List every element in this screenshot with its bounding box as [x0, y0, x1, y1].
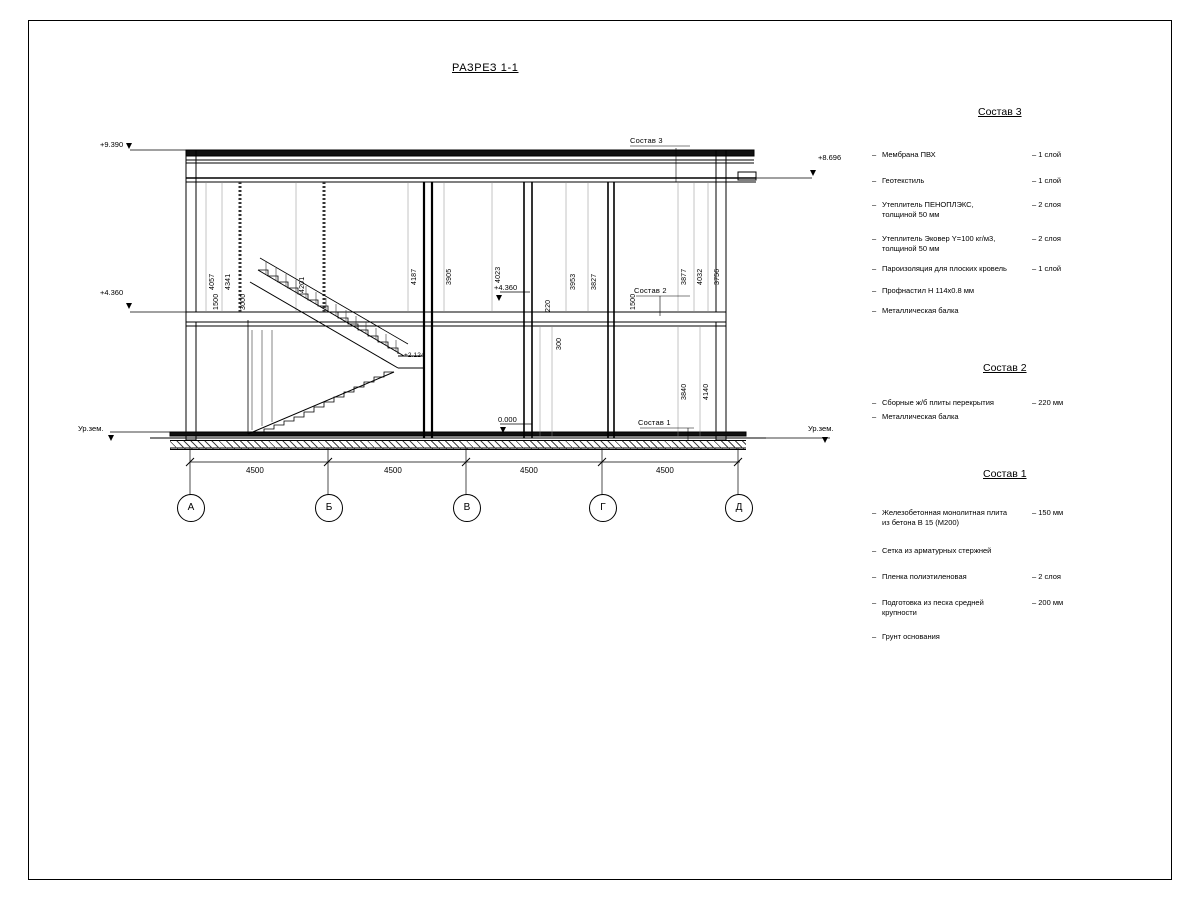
vdim-4201: 4201: [299, 276, 306, 293]
spec3-item-2-value: – 2 слоя: [1032, 200, 1061, 209]
callout-sostav2: Состав 2: [634, 286, 667, 295]
spec3-item-6-text: Металлическая балка: [882, 306, 959, 315]
spec3-item-3-text: Утеплитель Эковер Y=100 кг/м3,: [882, 234, 996, 243]
level-arrow-ground-right: [822, 437, 828, 443]
spec2-item-1-text: Металлическая балка: [882, 412, 959, 421]
spec3-item-0-value: – 1 слой: [1032, 150, 1062, 159]
vdim-300: 300: [556, 337, 563, 350]
vdim-3840: 3840: [681, 383, 688, 400]
axis-bubble-b: Б: [315, 494, 343, 522]
level-mark-0000: 0.000: [498, 415, 517, 424]
spec3-item-2-text: Утеплитель ПЕНОПЛЭКС,: [882, 200, 974, 209]
spec3-title: Состав 3: [978, 106, 1022, 118]
vdim-4140: 4140: [703, 383, 710, 400]
level-mark-4360-inner: +4.360: [494, 283, 518, 292]
spec1-item-3-text: Подготовка из песка средней: [882, 598, 984, 607]
spec3-item-3-text2: толщиной 50 мм: [882, 244, 940, 253]
vdim-4341: 4341: [225, 273, 232, 290]
level-mark-9390: +9.390: [100, 140, 124, 149]
spec1-item-4-text: Грунт основания: [882, 632, 940, 641]
drawing-sheet: РАЗРЕЗ 1-1 Состав 3 Состав 2 Состав 1 +9.390 +8.696 +4.360 +4.360 0.000 Ур.зем. Ур.зем. +2.124 4057 4341 1500 3000 4201 4187 3905 4023 220 300 3953 3827 1500 3877 4032 3756 3840 4140 4500 4500 4500 4500 А Б В Г Д Состав 3 – Мембрана ПВХ – 1 слой – Геотекстиль – 1 слой – Утеплитель ПЕНОПЛЭКС, – 2 слоя толщиной 50 мм – Утеплитель Эковер Y=100 кг/м3, – 2 слоя толщиной 50 мм – Пароизоляция для плоских кровель – 1 слой – Профнастил Н 114х0.8 мм – Металлическая балка Состав 2 – Сборные ж/б плиты перекрытия – 220 мм – Металлическая балка Состав 1 – Железобетонная монолитная плита – 150 мм из бетона В 15 (М200) – Сетка из арматурных стержней – Пленка полиэтиленовая – 2 слоя – Подготовка из песка средней – 200 мм крупности – Грунт основания: [0, 0, 1200, 900]
spec1-item-0-value: – 150 мм: [1032, 508, 1064, 517]
vdim-4187: 4187: [411, 268, 418, 285]
hdim-1: 4500: [246, 466, 264, 475]
spec1-item-0-text2: из бетона В 15 (М200): [882, 518, 960, 527]
vdim-4057: 4057: [209, 273, 216, 290]
vdim-1500: 1500: [213, 293, 220, 310]
vdim-220: 220: [545, 299, 552, 312]
vdim-3953: 3953: [570, 273, 577, 290]
spec3-item-5-text: Профнастил Н 114х0.8 мм: [882, 286, 975, 295]
hdim-2: 4500: [384, 466, 402, 475]
level-arrow-ground-left: [108, 435, 114, 441]
level-mark-4360-left: +4.360: [100, 288, 124, 297]
vdim-3827: 3827: [591, 273, 598, 290]
level-mark-ground-right: Ур.зем.: [808, 424, 834, 433]
spec2-item-0-value: – 220 мм: [1032, 398, 1064, 407]
callout-sostav1: Состав 1: [638, 418, 671, 427]
level-arrow-9390: [126, 143, 132, 149]
axis-bubble-d: Д: [725, 494, 753, 522]
spec3-item-1-value: – 1 слой: [1032, 176, 1062, 185]
level-mark-stair-landing: +2.124: [404, 352, 425, 359]
spec1-item-1-text: Сетка из арматурных стержней: [882, 546, 992, 555]
foundation-hatch: [170, 440, 746, 450]
axis-bubble-v: В: [453, 494, 481, 522]
spec1-item-0-text: Железобетонная монолитная плита: [882, 508, 1008, 517]
callout-sostav3: Состав 3: [630, 136, 663, 145]
level-arrow-4360-left: [126, 303, 132, 309]
spec1-title: Состав 1: [983, 468, 1027, 480]
spec3-item-4-value: – 1 слой: [1032, 264, 1062, 273]
spec1-item-3-text2: крупности: [882, 608, 917, 617]
spec1-item-3-value: – 200 мм: [1032, 598, 1064, 607]
hdim-4: 4500: [656, 466, 674, 475]
spec3-item-4-text: Пароизоляция для плоских кровель: [882, 264, 1007, 273]
level-arrow-0000: [500, 427, 506, 433]
vdim-1500b: 1500: [630, 293, 637, 310]
level-arrow-4360-inner: [496, 295, 502, 301]
vdim-4023: 4023: [495, 266, 502, 283]
vdim-3905: 3905: [446, 268, 453, 285]
spec3-item-1-text: Геотекстиль: [882, 176, 925, 185]
axis-bubble-a: А: [177, 494, 205, 522]
spec2-item-0-text: Сборные ж/б плиты перекрытия: [882, 398, 994, 407]
spec1-item-2-text: Пленка полиэтиленовая: [882, 572, 967, 581]
drawing-title: РАЗРЕЗ 1-1: [452, 62, 519, 74]
level-mark-ground-left: Ур.зем.: [78, 424, 104, 433]
level-mark-8696: +8.696: [818, 153, 842, 162]
spec1-item-2-value: – 2 слоя: [1032, 572, 1061, 581]
axis-bubble-g: Г: [589, 494, 617, 522]
vdim-4032: 4032: [697, 268, 704, 285]
level-arrow-8696: [810, 170, 816, 176]
spec3-item-2-text2: толщиной 50 мм: [882, 210, 940, 219]
vdim-3756: 3756: [714, 268, 721, 285]
vdim-3000: 3000: [240, 293, 247, 310]
spec3-item-0-text: Мембрана ПВХ: [882, 150, 936, 159]
hdim-3: 4500: [520, 466, 538, 475]
vdim-3877: 3877: [681, 268, 688, 285]
spec2-title: Состав 2: [983, 362, 1027, 374]
spec3-item-3-value: – 2 слоя: [1032, 234, 1061, 243]
